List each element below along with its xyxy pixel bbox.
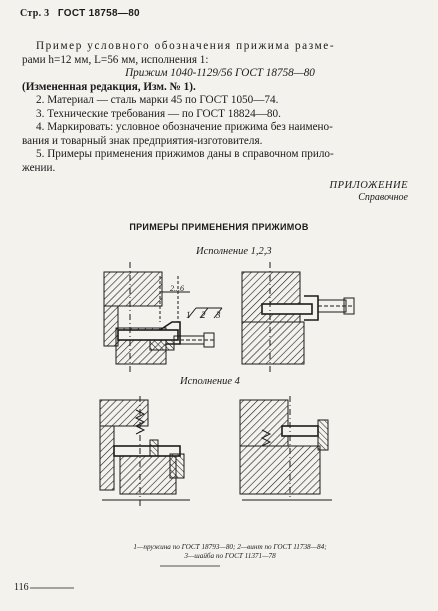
figure-caption	[60, 543, 400, 561]
caption-line-2: 3—шайба по ГОСТ 11371—78	[184, 552, 276, 560]
callout-2: 2	[201, 310, 206, 320]
exec-label-1-2-3: Исполнение 1,2,3	[196, 246, 272, 257]
item-4-line-1: 4. Маркировать: условное обозначение прижима без наимено-	[36, 121, 333, 133]
item-5-line-1: 5. Примеры применения прижимов даны в справочном прило-	[36, 148, 334, 160]
page-number: 116	[14, 582, 29, 593]
item-3: 3. Технические требования — по ГОСТ 18824—80.	[36, 107, 281, 120]
drawing-exec-1-right	[242, 262, 354, 372]
edition-note: (Измененная редакция, Изм. № 1).	[22, 80, 196, 93]
caption-line-1: 1—пружина по ГОСТ 18793—80; 2—винт по ГОСТ 11738—84;	[133, 543, 327, 551]
drawing-exec-4-right	[240, 396, 332, 500]
example-line-1: Пример условного обозначения прижима разме-	[36, 40, 336, 52]
standard-number: ГОСТ 18758—80	[57, 8, 140, 19]
item-4-line-2: вания и товарный знак предприятия-изготовителя.	[22, 134, 263, 147]
dimension-label: 2...6	[170, 284, 184, 293]
exec-label-4: Исполнение 4	[180, 376, 240, 387]
designation: Прижим 1040-1129/56 ГОСТ 18758—80	[125, 67, 315, 79]
appendix-label: ПРИЛОЖЕНИЕ	[329, 180, 408, 191]
appendix-type: Справочное	[358, 192, 408, 203]
figure-title: ПРИМЕРЫ ПРИМЕНЕНИЯ ПРИЖИМОВ	[129, 222, 309, 232]
item-5-line-2: жении.	[22, 161, 56, 174]
drawing-exec-4-left	[100, 396, 190, 506]
callout-1: 1	[186, 310, 191, 320]
page-label: Стр. 3	[20, 8, 50, 19]
callout-3: 3	[216, 310, 221, 320]
example-line-2: рами h=12 мм, L=56 мм, исполнения 1:	[22, 53, 209, 66]
item-2: 2. Материал — сталь марки 45 по ГОСТ 1050—74.	[36, 94, 279, 106]
